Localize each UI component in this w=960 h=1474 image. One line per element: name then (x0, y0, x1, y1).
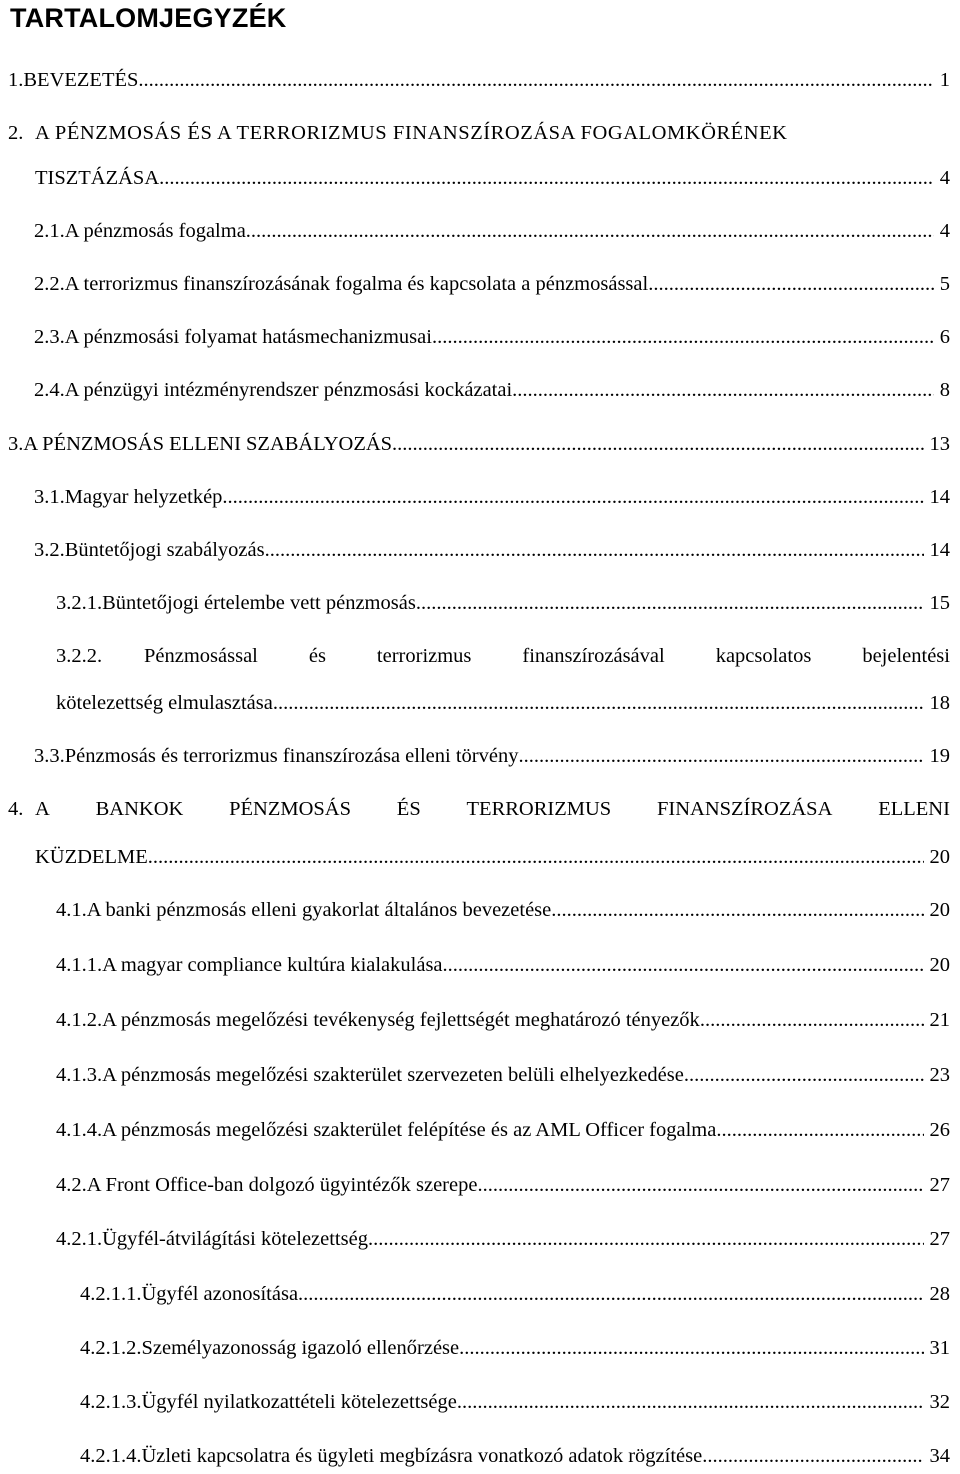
leader-dots (716, 1117, 923, 1143)
word: PÉNZMOSÁS (229, 798, 351, 820)
leader-dots (512, 377, 934, 403)
word: ELLENI (878, 798, 950, 820)
toc-page: 31 (929, 1337, 950, 1359)
toc-number: 3.2.1. (56, 592, 103, 614)
toc-entry[interactable] (34, 484, 950, 510)
toc-page: 27 (929, 1228, 950, 1250)
toc-text: A pénzmosás fogalma (64, 220, 246, 242)
toc-entry[interactable] (56, 1062, 950, 1088)
toc-text: A Front Office-ban dolgozó ügyintézők szerepe (86, 1174, 478, 1196)
toc-number: 4. (8, 798, 24, 820)
leader-dots (148, 844, 924, 870)
toc-page: 4 (939, 167, 950, 189)
toc-number: 3.2.2. (56, 645, 103, 667)
toc-entry[interactable] (34, 743, 950, 769)
toc-page: 18 (929, 692, 950, 714)
toc-page: 14 (929, 539, 950, 561)
toc-entry-continuation[interactable] (35, 165, 950, 191)
leader-dots (459, 1335, 923, 1361)
toc-entry[interactable] (34, 324, 950, 350)
toc-page: 23 (929, 1064, 950, 1086)
word: Pénzmosással (144, 645, 258, 667)
word: finanszírozásával (522, 645, 665, 667)
toc-text: Büntetőjogi szabályozás (64, 539, 265, 561)
toc-number: 4.2.1. (56, 1228, 103, 1250)
toc-page: 28 (929, 1283, 950, 1305)
toc-text: A banki pénzmosás elleni gyakorlat általános bevezetése (86, 899, 552, 921)
toc-text: Ügyfél-átvilágítási kötelezettség (102, 1228, 368, 1250)
toc-number: 4.1.4. (56, 1119, 103, 1141)
word: bejelentési (862, 645, 950, 667)
toc-title: TARTALOMJEGYZÉK (10, 3, 287, 33)
toc-text: Üzleti kapcsolatra és ügyleti megbízásra vonatkozó adatok rögzítése (141, 1445, 703, 1467)
toc-text: BEVEZETÉS (23, 69, 139, 91)
word: terrorizmus (376, 645, 472, 667)
toc-entry[interactable] (56, 590, 950, 616)
toc-text-line2: kötelezettség elmulasztása (56, 692, 273, 714)
leader-dots (298, 1281, 923, 1307)
toc-text: Pénzmosás és terrorizmus finanszírozása elleni törvény (64, 745, 519, 767)
toc-text: A pénzmosási folyamat hatásmechanizmusai (64, 326, 432, 348)
toc-text: A PÉNZMOSÁS ELLENI SZABÁLYOZÁS (23, 433, 393, 455)
leader-dots (684, 1062, 924, 1088)
word: FINANSZÍROZÁSA (656, 798, 833, 820)
toc-entry[interactable] (56, 1172, 950, 1198)
toc-text-line1: A PÉNZMOSÁS ÉS A TERRORIZMUS FINANSZÍROZÁSA FOGALOMKÖRÉNEK (35, 122, 788, 144)
toc-entry[interactable] (34, 537, 950, 563)
toc-entry[interactable] (8, 796, 950, 822)
toc-page: 20 (929, 954, 950, 976)
toc-number: 2.2. (34, 273, 65, 295)
toc-page: 14 (929, 486, 950, 508)
leader-dots (246, 218, 934, 244)
toc-entry[interactable] (56, 1117, 950, 1143)
toc-page: 19 (929, 745, 950, 767)
leader-dots (368, 1226, 924, 1252)
toc-text: A pénzmosás megelőzési szakterület szervezeten belüli elhelyezkedése (102, 1064, 684, 1086)
word: TERRORIZMUS (466, 798, 612, 820)
leader-dots (222, 484, 923, 510)
toc-entry[interactable] (80, 1281, 950, 1307)
toc-page: 34 (929, 1445, 950, 1467)
toc-text: A pénzmosás megelőzési szakterület felépítése és az AML Officer fogalma (102, 1119, 717, 1141)
toc-text: Személyazonosság igazoló ellenőrzése (141, 1337, 460, 1359)
leader-dots (265, 537, 924, 563)
toc-entry[interactable] (8, 431, 950, 457)
toc-page: 6 (939, 326, 950, 348)
toc-page: 26 (929, 1119, 950, 1141)
word: és (308, 645, 326, 667)
toc-page: 32 (929, 1391, 950, 1413)
leader-dots (702, 1443, 923, 1469)
toc-entry[interactable] (34, 218, 950, 244)
toc-text: A pénzügyi intézményrendszer pénzmosási kockázatai (64, 379, 513, 401)
leader-dots (477, 1172, 923, 1198)
toc-number: 2.4. (34, 379, 65, 401)
leader-dots (159, 165, 934, 191)
toc-number: 3. (8, 433, 24, 455)
toc-number: 3.3. (34, 745, 65, 767)
leader-dots (392, 431, 923, 457)
toc-number: 2.1. (34, 220, 65, 242)
toc-entry[interactable] (80, 1335, 950, 1361)
toc-text: A terrorizmus finanszírozásának fogalma és kapcsolata a pénzmosással (64, 273, 649, 295)
toc-entry-continuation[interactable] (35, 844, 950, 870)
toc-number: 4.2. (56, 1174, 87, 1196)
toc-text: A pénzmosás megelőzési tevékenység fejlettségét meghatározó tényezők (102, 1009, 700, 1031)
toc-text: Ügyfél azonosítása (141, 1283, 299, 1305)
toc-page: 20 (929, 846, 950, 868)
toc-number: 4.2.1.2. (80, 1337, 142, 1359)
toc-entry[interactable] (56, 897, 950, 923)
leader-dots (551, 897, 923, 923)
toc-text: Büntetőjogi értelembe vett pénzmosás (102, 592, 416, 614)
toc-number: 4.2.1.4. (80, 1445, 142, 1467)
toc-text-line2: TISZTÁZÁSA (35, 167, 160, 189)
toc-entry[interactable] (80, 1389, 950, 1415)
word: kapcsolatos (715, 645, 812, 667)
word: BANKOK (95, 798, 184, 820)
toc-page: 21 (929, 1009, 950, 1031)
toc-entry-continuation[interactable] (56, 690, 950, 716)
toc-page: 4 (939, 220, 950, 242)
toc-number: 4.1.1. (56, 954, 103, 976)
leader-dots (416, 590, 924, 616)
toc-number: 4.1. (56, 899, 87, 921)
toc-text: A magyar compliance kultúra kialakulása (102, 954, 443, 976)
leader-dots (432, 324, 934, 350)
toc-number: 4.1.3. (56, 1064, 103, 1086)
leader-dots (648, 271, 934, 297)
toc-entry[interactable] (56, 643, 950, 669)
toc-entry[interactable] (56, 952, 950, 978)
toc-page: 13 (929, 433, 950, 455)
toc-page: 27 (929, 1174, 950, 1196)
toc-page: 15 (929, 592, 950, 614)
toc-number: 1. (8, 69, 24, 91)
toc-entry[interactable] (34, 271, 950, 297)
toc-number: 4.1.2. (56, 1009, 103, 1031)
toc-entry[interactable] (56, 1226, 950, 1252)
toc-page: 20 (929, 899, 950, 921)
toc-page: 1 (939, 69, 950, 91)
leader-dots (518, 743, 923, 769)
toc-text-line2: KÜZDELME (35, 846, 148, 868)
toc-text: Ügyfél nyilatkozattételi kötelezettsége (141, 1391, 457, 1413)
word: ÉS (396, 798, 421, 820)
toc-entry[interactable] (80, 1443, 950, 1469)
leader-dots (700, 1007, 924, 1033)
toc-number: 2.3. (34, 326, 65, 348)
toc-text: Magyar helyzetkép (64, 486, 223, 508)
word: A (35, 798, 50, 820)
toc-page: 5 (939, 273, 950, 295)
toc-entry[interactable] (8, 120, 950, 146)
leader-dots (457, 1389, 924, 1415)
leader-dots (138, 67, 933, 93)
toc-number: 3.1. (34, 486, 65, 508)
toc-entry[interactable] (56, 1007, 950, 1033)
toc-text-line1 (144, 643, 950, 669)
toc-number: 4.2.1.1. (80, 1283, 142, 1305)
toc-number: 4.2.1.3. (80, 1391, 142, 1413)
toc-number: 3.2. (34, 539, 65, 561)
leader-dots (443, 952, 924, 978)
toc-page: 8 (939, 379, 950, 401)
leader-dots (273, 690, 924, 716)
toc-text-line1 (35, 796, 950, 822)
toc-entry[interactable] (8, 67, 950, 93)
toc-number: 2. (8, 122, 24, 144)
toc-entry[interactable] (34, 377, 950, 403)
